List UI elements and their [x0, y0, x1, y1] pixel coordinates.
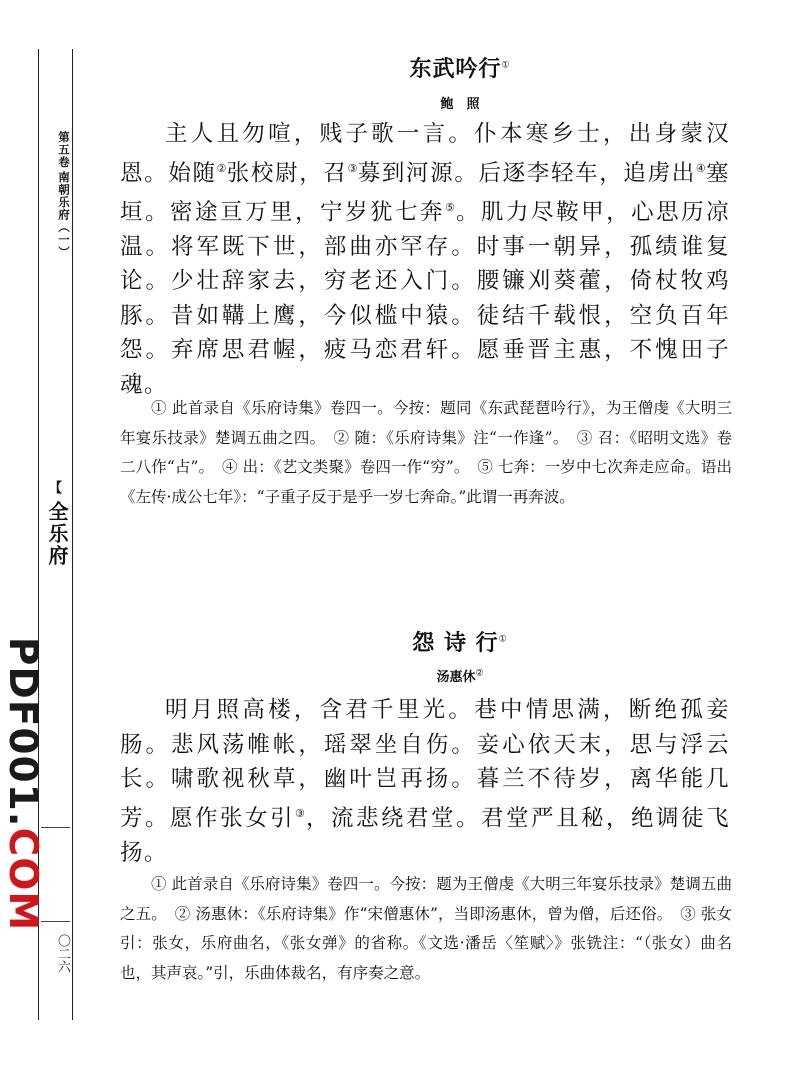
watermark-main: PDF001. — [0, 636, 45, 828]
poem-title: 东武吟行① — [409, 56, 511, 82]
footnote-marker: ① — [501, 60, 511, 71]
footnote-marker: ③ — [347, 161, 358, 175]
footnote-marker: ② — [475, 668, 484, 679]
poem-author: 汤惠休② — [436, 668, 484, 685]
footnote-text: ① 此首录自《乐府诗集》卷四一。今按：题同《东武琵琶吟行》，为王僧虔《大明三年宴乐技录》楚调五曲之四。 ② 随：《乐府诗集》注“一作逢”。 ③ 召：《昭明文选》卷二八作“占”。 ④ 出：《艺文类聚》卷四一作“穷”。 ⑤ 七奔：一岁中七次奔走应命。语出《左传·成公七年》：“子重子反于是乎一岁七奔命。”此谓一再奔波。 — [120, 399, 732, 506]
footnotes — [120, 394, 732, 512]
poem-title: 怨 诗 行① — [412, 630, 508, 656]
watermark — [0, 574, 47, 994]
footnote-text: ① 此首录自《乐府诗集》卷四一。今按：题为王僧虔《大明三年宴乐技录》楚调五曲之五。 ② 汤惠休：《乐府诗集》作“宋僧惠休”，当即汤惠休，曾为僧，后还俗。 ③ 张女引：张女，乐府曲名，《张女弹》的省称。《文选·潘岳〈笙赋〉》张铣注：“（张女）曲名也，其声哀。”引，乐曲体裁名，有序奏之意。 — [120, 875, 732, 982]
footnote-marker: ① — [498, 634, 508, 645]
footnote-marker: ⑤ — [445, 200, 457, 214]
volume-label: 第五卷 — [57, 131, 71, 169]
section-label: 南朝乐府（一） — [57, 171, 71, 259]
footnote-marker: ② — [216, 161, 227, 175]
footnote-marker: ④ — [695, 161, 707, 175]
page-number: 〇二六 — [55, 934, 70, 973]
footnote-marker: ③ — [295, 806, 306, 820]
book-bracket-mark: 【 — [48, 481, 62, 496]
watermark-domain: COM — [0, 827, 45, 932]
poem-author: 鲍 照 — [440, 97, 480, 112]
footnotes — [120, 870, 732, 988]
poem-body: 明月照高楼，含君千里光。巷中情思满，断绝孤妾肠。悲风荡帷帐，瑶翠坐自伤。妾心依天末，思与浮云长。啸歌视秋草，幽叶岂再扬。暮兰不待岁，离华能几芳。愿作张女引③，流悲绕君堂。君堂严且秘，绝调徒飞扬。 — [120, 697, 730, 866]
poem-body: 主人且勿喧，贱子歌一言。仆本寒乡士，出身蒙汉恩。始随②张校尉，召③募到河源。后逐李轻车，追虏出④塞垣。密途亘万里，宁岁犹七奔⑤。肌力尽鞍甲，心思历凉温。将军既下世，部曲亦罕存。时事一朝异，孤绩谁复论。少壮辞家去，穷老还入门。腰镰刈葵藿，倚杖牧鸡豚。昔如鞲上鹰，今似槛中猿。徒结千载恨，空负百年怨。弃席思君幄，疲马恋君轩。愿垂晋主惠，不愧田子魂。 — [120, 121, 730, 398]
book-title: 全乐府 — [45, 501, 69, 567]
